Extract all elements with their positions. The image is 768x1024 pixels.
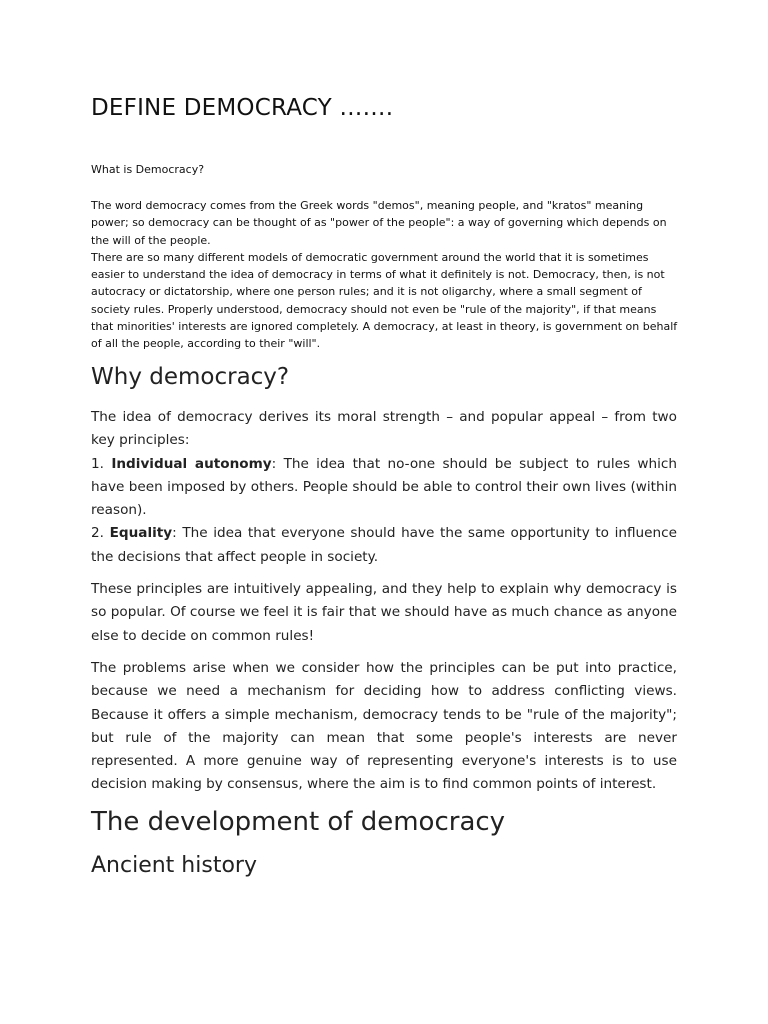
problems-paragraph: The problems arise when we consider how the principles can be put into practice, because we need a mechanism for deciding how to address conflicting views. Because it offers a simple mechanism, democracy tends to be "rule of the majority"; but rule of the majority can mean that some people's interests are never represented. A more genuine way of representing everyone's interests is to use decision making by consensus, where the aim is to find common points of interest. xyxy=(91,659,677,793)
principle-item xyxy=(91,522,677,569)
development-heading: The development of democracy xyxy=(91,807,506,837)
appeal-paragraph: These principles are intuitively appealing, and they help to explain why democracy is so popular. Of course we feel it is fair that we should have as much chance as anyone else to decide on common rules! xyxy=(91,581,677,644)
principle-number: 1. xyxy=(91,455,104,472)
intro-section xyxy=(91,197,681,353)
principle-text: : The idea that no-one should be subject to rules which have been imposed by others. People should be able to control their own lives (within reason). xyxy=(91,455,678,519)
ancient-history-heading: Ancient history xyxy=(91,853,257,878)
why-democracy-section xyxy=(91,406,677,797)
intro-paragraph: The word democracy comes from the Greek words "demos", meaning people, and "kratos" meaning power; so democracy can be thought of as "power of the people": a way of governing which depends on the will of the people. xyxy=(91,199,667,247)
document-title: DEFINE DEMOCRACY ……. xyxy=(91,95,394,121)
principle-term: Equality xyxy=(109,525,173,542)
principle-item xyxy=(91,453,677,523)
principle-term: Individual autonomy xyxy=(111,455,272,472)
principle-text: : The idea that everyone should have the same opportunity to influence the decisions that affect people in society. xyxy=(91,525,677,565)
principle-number: 2. xyxy=(91,525,104,542)
why-democracy-heading: Why democracy? xyxy=(91,364,290,390)
question-heading: What is Democracy? xyxy=(91,163,205,176)
intro-paragraph: There are so many different models of democratic government around the world that it is sometimes easier to understand the idea of democracy in terms of what it definitely is not. Democracy, then, is not autocracy or dictatorship, where one person rules; and it is not oligarchy, where a small segment of society rules. Properly understood, democracy should not even be "rule of the majority", if that means that minorities' interests are ignored completely. A democracy, at least in theory, is government on behalf of all the people, according to their "will". xyxy=(91,250,678,351)
why-intro-paragraph: The idea of democracy derives its moral strength – and popular appeal – from two key principles: xyxy=(91,409,677,449)
